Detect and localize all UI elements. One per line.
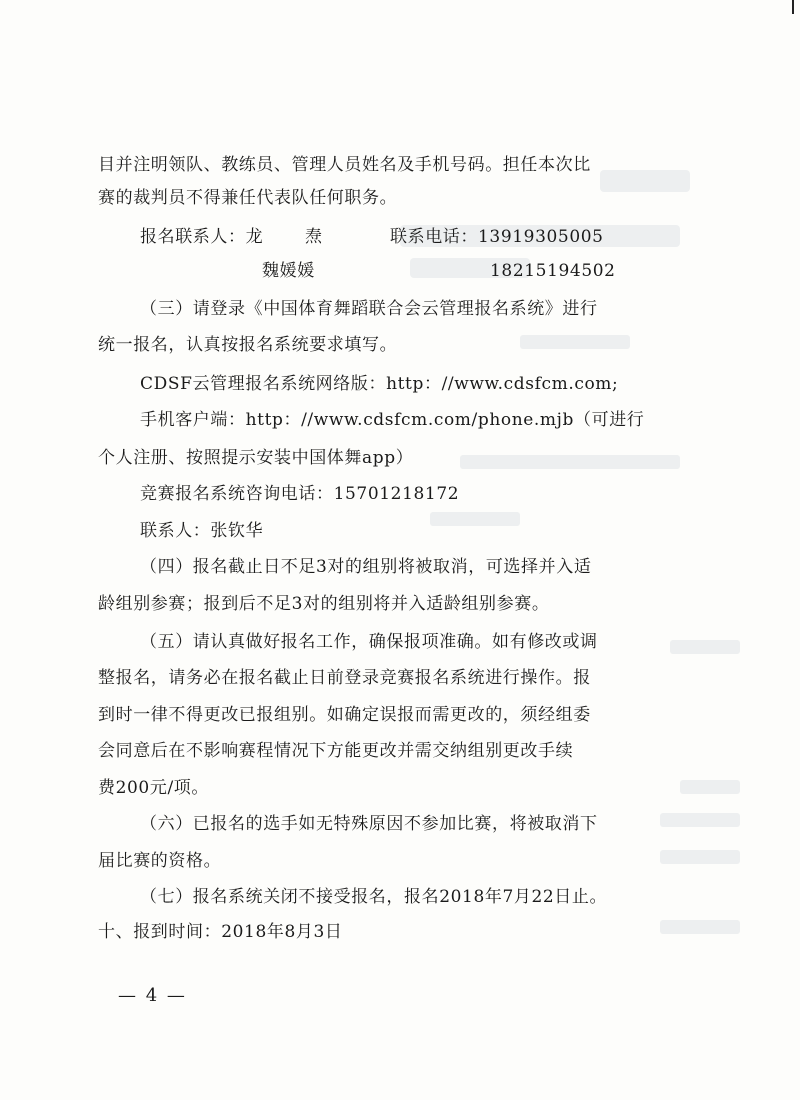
web-url-line: CDSF云管理报名系统网络版：http：//www.cdsfcm.com; — [140, 374, 619, 394]
body-line-5: （三）请登录《中国体育舞蹈联合会云管理报名系统》进行 — [140, 299, 598, 319]
contact-phone-2: 18215194502 — [490, 261, 616, 281]
contact-phone: 联系电话：13919305005 — [390, 227, 604, 247]
contact-label: 报名联系人：龙 — [140, 227, 264, 247]
body-line-16: 到时一律不得更改已报组别。如确定误报而需更改的，须经组委 — [98, 705, 591, 725]
body-line-15: 整报名，请务必在报名截止日前登录竞赛报名系统进行操作。报 — [98, 668, 591, 688]
contact-name-end: 焘 — [305, 227, 323, 247]
body-line-13: 龄组别参赛；报到后不足3对的组别将并入适龄组别参赛。 — [98, 594, 550, 614]
body-line-2: 赛的裁判员不得兼任代表队任何职务。 — [98, 188, 398, 208]
body-line-1: 目并注明领队、教练员、管理人员姓名及手机号码。担任本次比 — [98, 155, 591, 175]
body-line-14: （五）请认真做好报名工作，确保报项准确。如有修改或调 — [140, 632, 598, 652]
section-heading-registration-time: 十、报到时间：2018年8月3日 — [98, 922, 343, 942]
body-line-19: （六）已报名的选手如无特殊原因不参加比赛，将被取消下 — [140, 814, 598, 834]
body-line-17: 会同意后在不影响赛程情况下方能更改并需交纳组别更改手续 — [98, 741, 574, 761]
contact-name-2: 魏媛媛 — [262, 261, 315, 281]
body-line-20: 届比赛的资格。 — [98, 851, 222, 871]
hotline-line: 竞赛报名系统咨询电话：15701218172 — [140, 484, 460, 504]
scan-edge-mark — [792, 0, 794, 14]
page-number: — 4 — — [118, 985, 187, 1006]
body-line-18: 费200元/项。 — [98, 778, 209, 798]
contact-person-line: 联系人：张钦华 — [140, 521, 264, 541]
body-line-21: （七）报名系统关闭不接受报名，报名2018年7月22日止。 — [140, 887, 608, 907]
mobile-url-line: 手机客户端：http：//www.cdsfcm.com/phone.mjb（可进行 — [140, 410, 645, 430]
body-line-6: 统一报名，认真按报名系统要求填写。 — [98, 335, 398, 355]
body-line-12: （四）报名截止日不足3对的组别将被取消，可选择并入适 — [140, 557, 592, 577]
body-line-9: 个人注册、按照提示安装中国体舞app） — [98, 448, 414, 468]
